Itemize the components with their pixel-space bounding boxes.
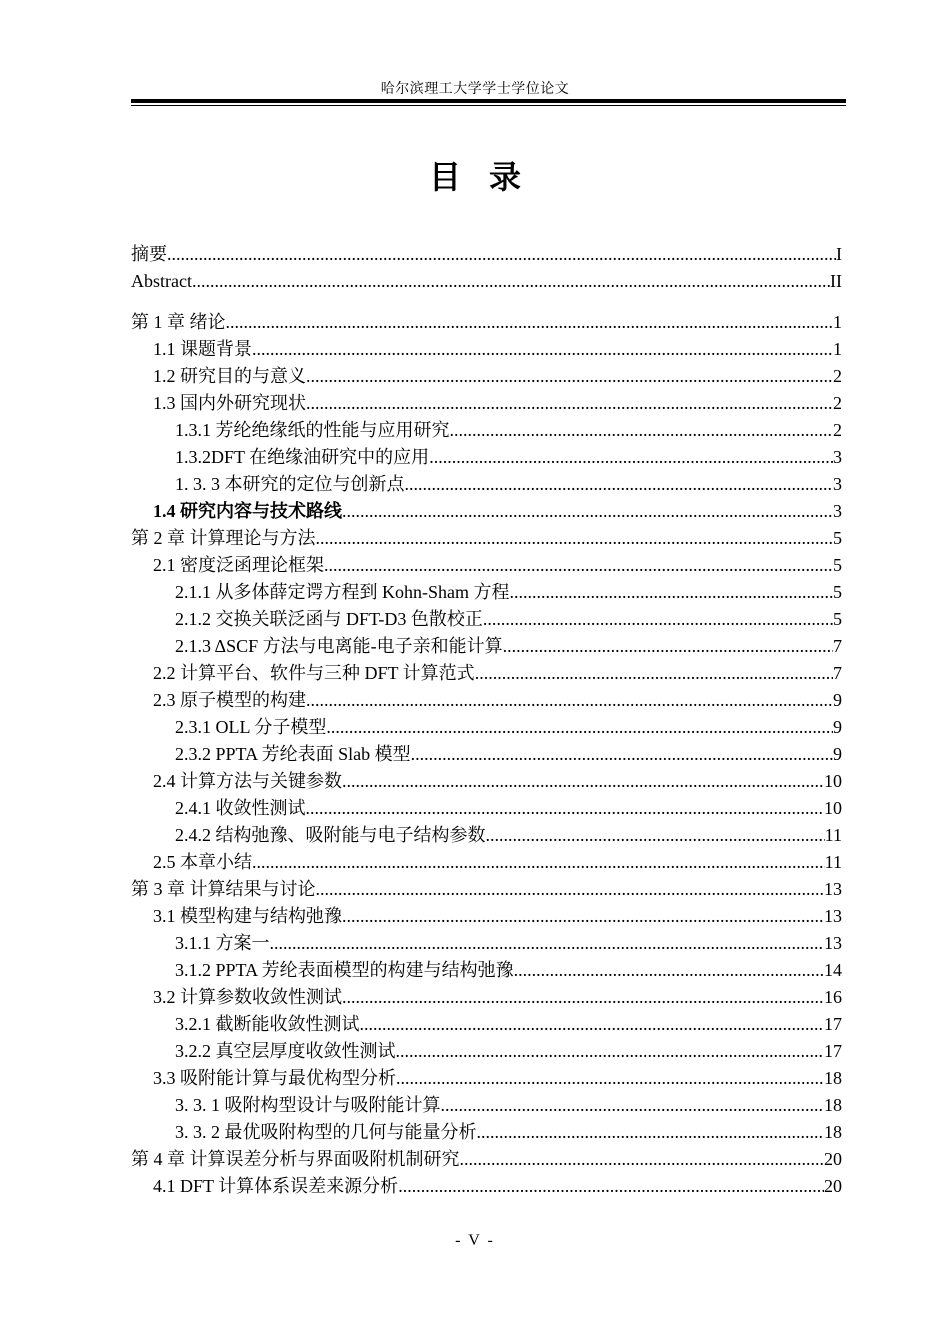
toc-dot-leader	[475, 660, 833, 687]
toc-entry-title: 1.1 课题背景	[153, 339, 252, 359]
toc-entry-page: 5	[833, 555, 842, 575]
toc-entry[interactable]	[131, 1173, 842, 1200]
toc-entry[interactable]	[131, 903, 842, 930]
toc-entry-page: 3	[833, 501, 842, 521]
toc-entry-title: 1.4 研究内容与技术路线	[153, 501, 342, 521]
toc-entry[interactable]	[131, 849, 842, 876]
toc-entry[interactable]	[131, 957, 842, 984]
toc-entry[interactable]	[131, 417, 842, 444]
toc-entry-page: 3	[833, 474, 842, 494]
toc-entry-title: Abstract	[131, 271, 192, 291]
toc-entry[interactable]	[131, 1146, 842, 1173]
toc-entry[interactable]	[131, 687, 842, 714]
toc-entry[interactable]	[131, 876, 842, 903]
toc-entry[interactable]	[131, 498, 842, 525]
toc-entry[interactable]	[131, 606, 842, 633]
toc-entry-title: 第 4 章 计算误差分析与界面吸附机制研究	[131, 1149, 460, 1169]
toc-entry-page: 9	[833, 744, 842, 764]
toc-entry[interactable]	[131, 822, 842, 849]
toc-dot-leader	[460, 1146, 825, 1173]
toc-dot-leader	[411, 741, 833, 768]
toc-dot-leader	[252, 849, 825, 876]
toc-dot-leader	[429, 444, 833, 471]
toc-entry-title: 第 2 章 计算理论与方法	[131, 528, 316, 548]
toc-entry[interactable]	[131, 984, 842, 1011]
toc-entry[interactable]	[131, 268, 842, 295]
toc-entry[interactable]	[131, 1011, 842, 1038]
toc-entry-title: 1.3.1 芳纶绝缘纸的性能与应用研究	[175, 420, 450, 440]
toc-entry-title: 2.4.1 收敛性测试	[175, 798, 306, 818]
toc-entry-page: 5	[833, 609, 842, 629]
toc-dot-leader	[306, 687, 833, 714]
toc-entry-page: 18	[824, 1095, 842, 1115]
toc-dot-leader	[306, 390, 833, 417]
toc-entry-page: 20	[824, 1176, 842, 1196]
toc-entry-page: 13	[824, 879, 842, 899]
toc-entry[interactable]	[131, 579, 842, 606]
toc-entry-title: 3.2.2 真空层厚度收敛性测试	[175, 1041, 396, 1061]
toc-dot-leader	[342, 768, 824, 795]
toc-entry-title: 2.2 计算平台、软件与三种 DFT 计算范式	[153, 663, 475, 683]
toc-entry-title: 3.2.1 截断能收敛性测试	[175, 1014, 360, 1034]
toc-entry-title: 第 1 章 绪论	[131, 312, 226, 332]
toc-dot-leader	[252, 336, 833, 363]
toc-dot-leader	[324, 552, 833, 579]
page-number: - V -	[455, 1232, 495, 1249]
toc-entry-page: 7	[833, 663, 842, 683]
toc-entry-title: 3.2 计算参数收敛性测试	[153, 987, 342, 1007]
toc-dot-leader	[396, 1065, 824, 1092]
toc-entry-page: 1	[833, 339, 842, 359]
toc-entry-page: 5	[833, 528, 842, 548]
toc-entry-page: 16	[824, 987, 842, 1007]
toc-entry[interactable]	[131, 633, 842, 660]
toc-entry-title: 2.3.1 OLL 分子模型	[175, 717, 327, 737]
toc-dot-leader	[441, 1092, 825, 1119]
toc-entry-title: 1. 3. 3 本研究的定位与创新点	[175, 474, 405, 494]
toc-entry-page: 11	[824, 852, 842, 872]
toc-entry-page: 17	[824, 1014, 842, 1034]
toc-dot-leader	[342, 903, 824, 930]
toc-entry-title: 3.1.2 PPTA 芳纶表面模型的构建与结构弛豫	[175, 960, 514, 980]
toc-entry-page: 2	[833, 366, 842, 386]
toc-dot-leader	[483, 606, 833, 633]
toc-entry-page: 9	[833, 690, 842, 710]
header-rule-thin	[131, 105, 846, 106]
toc-entry[interactable]	[131, 1119, 842, 1146]
toc-dot-leader	[450, 417, 834, 444]
toc-entry-title: 2.4 计算方法与关键参数	[153, 771, 342, 791]
toc-entry-page: 2	[833, 420, 842, 440]
table-of-contents	[131, 241, 842, 1200]
toc-entry-title: 2.1 密度泛函理论框架	[153, 555, 324, 575]
toc-entry-title: 3.1.1 方案一	[175, 933, 270, 953]
toc-entry-title: 2.1.3 ΔSCF 方法与电离能-电子亲和能计算	[175, 636, 503, 656]
toc-entry[interactable]	[131, 390, 842, 417]
toc-dot-leader	[360, 1011, 825, 1038]
page-header: 哈尔滨理工大学学士学位论文	[380, 82, 570, 97]
toc-entry-title: 3.3 吸附能计算与最优构型分析	[153, 1068, 396, 1088]
toc-entry-page: 10	[824, 798, 842, 818]
toc-entry-title: 3. 3. 1 吸附构型设计与吸附能计算	[175, 1095, 441, 1115]
toc-entry[interactable]	[131, 714, 842, 741]
toc-entry-page: 10	[824, 771, 842, 791]
toc-entry-title: 1.3 国内外研究现状	[153, 393, 306, 413]
toc-entry[interactable]	[131, 363, 842, 390]
toc-entry-title: 2.3.2 PPTA 芳纶表面 Slab 模型	[175, 744, 411, 764]
toc-entry-page: I	[836, 244, 842, 264]
toc-entry-title: 2.1.1 从多体薛定谔方程到 Kohn-Sham 方程	[175, 582, 510, 602]
toc-dot-leader	[192, 268, 830, 295]
toc-dot-leader	[486, 822, 825, 849]
toc-dot-leader	[405, 471, 834, 498]
toc-entry-title: 3. 3. 2 最优吸附构型的几何与能量分析	[175, 1122, 477, 1142]
toc-entry-title: 1.2 研究目的与意义	[153, 366, 306, 386]
toc-dot-leader	[342, 498, 833, 525]
toc-entry-page: 2	[833, 393, 842, 413]
header-rule-thick	[131, 99, 846, 103]
toc-entry[interactable]	[131, 552, 842, 579]
toc-entry-page: 20	[824, 1149, 842, 1169]
toc-entry[interactable]	[131, 1065, 842, 1092]
toc-entry[interactable]	[131, 768, 842, 795]
toc-dot-leader	[316, 525, 834, 552]
toc-entry[interactable]	[131, 309, 842, 336]
toc-dot-leader	[167, 241, 836, 268]
toc-dot-leader	[503, 633, 833, 660]
toc-entry-title: 第 3 章 计算结果与讨论	[131, 879, 316, 899]
toc-entry-page: 9	[833, 717, 842, 737]
toc-dot-leader	[226, 309, 834, 336]
toc-entry-page: 11	[824, 825, 842, 845]
toc-entry[interactable]	[131, 660, 842, 687]
toc-title: 目录	[428, 158, 549, 196]
toc-dot-leader	[326, 714, 833, 741]
toc-entry-page: 3	[833, 447, 842, 467]
toc-entry-page: 14	[824, 960, 842, 980]
toc-entry[interactable]	[131, 741, 842, 768]
toc-dot-leader	[398, 1173, 824, 1200]
toc-entry[interactable]	[131, 1038, 842, 1065]
toc-entry-page: II	[830, 271, 842, 291]
toc-entry-title: 2.1.2 交换关联泛函与 DFT-D3 色散校正	[175, 609, 483, 629]
toc-entry[interactable]	[131, 241, 842, 268]
toc-entry[interactable]	[131, 795, 842, 822]
toc-entry-page: 7	[833, 636, 842, 656]
toc-entry[interactable]	[131, 444, 842, 471]
toc-dot-leader	[514, 957, 824, 984]
toc-entry-page: 5	[833, 582, 842, 602]
toc-dot-leader	[306, 795, 825, 822]
toc-entry-title: 3.1 模型构建与结构弛豫	[153, 906, 342, 926]
toc-entry-page: 13	[824, 906, 842, 926]
toc-entry[interactable]	[131, 525, 842, 552]
toc-entry-title: 4.1 DFT 计算体系误差来源分析	[153, 1176, 399, 1196]
toc-dot-leader	[270, 930, 825, 957]
toc-entry-title: 摘要	[131, 244, 167, 264]
toc-entry-title: 2.4.2 结构弛豫、吸附能与电子结构参数	[175, 825, 486, 845]
toc-entry[interactable]	[131, 336, 842, 363]
toc-entry-page: 1	[833, 312, 842, 332]
toc-dot-leader	[342, 984, 824, 1011]
toc-entry-title: 2.3 原子模型的构建	[153, 690, 306, 710]
toc-entry-title: 1.3.2DFT 在绝缘油研究中的应用	[175, 447, 430, 467]
toc-dot-leader	[396, 1038, 825, 1065]
toc-entry-page: 17	[824, 1041, 842, 1061]
toc-dot-leader	[510, 579, 834, 606]
toc-entry-title: 2.5 本章小结	[153, 852, 252, 872]
toc-dot-leader	[477, 1119, 825, 1146]
toc-entry-page: 13	[824, 933, 842, 953]
toc-entry[interactable]	[131, 471, 842, 498]
toc-entry-page: 18	[824, 1068, 842, 1088]
toc-entry[interactable]	[131, 930, 842, 957]
toc-dot-leader	[316, 876, 825, 903]
toc-dot-leader	[306, 363, 833, 390]
toc-entry-page: 18	[824, 1122, 842, 1142]
toc-entry[interactable]	[131, 1092, 842, 1119]
